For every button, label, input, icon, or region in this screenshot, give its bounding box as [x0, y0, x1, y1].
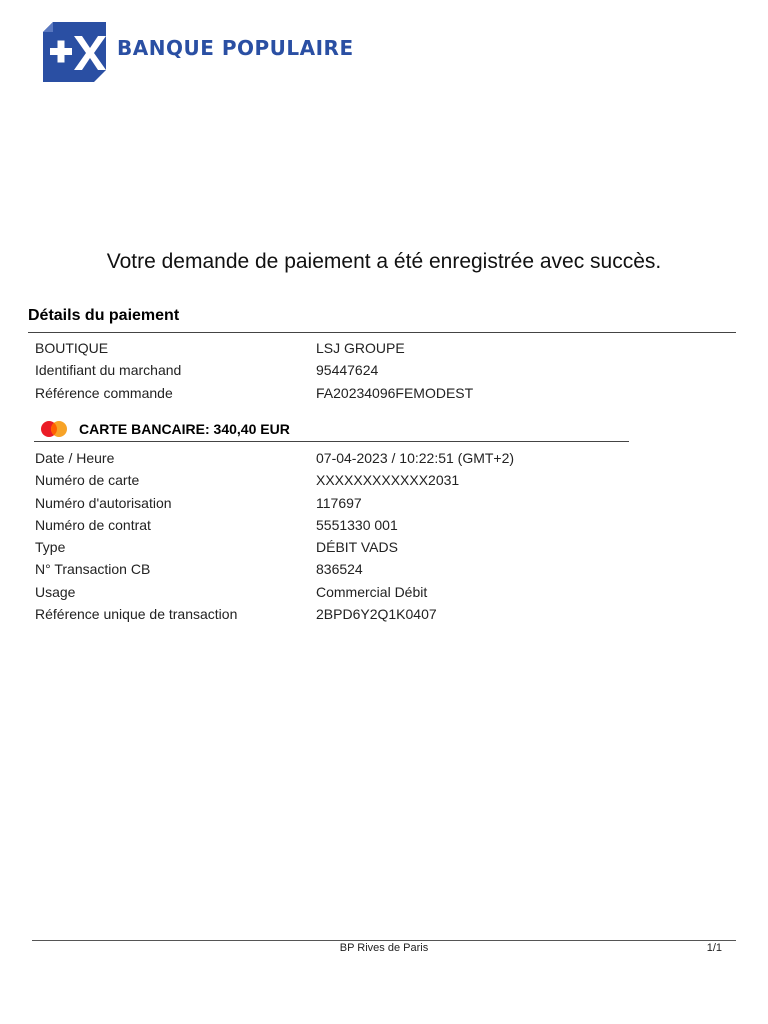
section-title: Détails du paiement	[28, 307, 180, 324]
detail-value: 836524	[316, 561, 363, 578]
detail-row	[35, 492, 675, 514]
detail-label: Identifiant du marchand	[35, 362, 182, 379]
transaction-details	[35, 447, 675, 625]
mastercard-icon	[40, 420, 68, 438]
detail-row	[35, 359, 675, 381]
card-summary	[40, 420, 290, 438]
detail-label: Référence unique de transaction	[35, 606, 238, 623]
detail-row	[35, 469, 675, 491]
detail-row	[35, 382, 675, 404]
detail-value: 95447624	[316, 362, 379, 379]
detail-value: Commercial Débit	[316, 583, 428, 600]
banque-populaire-logo-icon	[43, 22, 106, 82]
detail-label: Numéro de contrat	[35, 516, 151, 533]
detail-label: Type	[35, 539, 66, 556]
detail-label: Date / Heure	[35, 450, 115, 466]
detail-value: DÉBIT VADS	[316, 539, 398, 556]
detail-value: LSJ GROUPE	[316, 340, 405, 356]
detail-value: FA20234096FEMODEST	[316, 384, 474, 401]
detail-value: 117697	[316, 494, 362, 511]
detail-row	[35, 337, 675, 359]
card-amount-title: CARTE BANCAIRE: 340,40 EUR	[79, 421, 290, 437]
footer-divider	[32, 940, 736, 941]
detail-value: 5551330 001	[316, 516, 398, 533]
detail-row	[35, 581, 675, 603]
detail-label: Usage	[35, 583, 76, 600]
detail-label: Référence commande	[35, 384, 173, 401]
bank-logo	[43, 22, 354, 82]
confirmation-headline: Votre demande de paiement a été enregistrée avec succès.	[106, 250, 662, 273]
footer-bank-branch: BP Rives de Paris	[339, 942, 429, 954]
detail-value: 07-04-2023 / 10:22:51 (GMT+2)	[316, 450, 515, 466]
detail-label: Numéro de carte	[35, 472, 140, 489]
detail-value: XXXXXXXXXXXX2031	[316, 472, 460, 489]
detail-row	[35, 447, 675, 469]
detail-label: Numéro d'autorisation	[35, 494, 172, 511]
detail-row	[35, 514, 675, 536]
logo-text: BANQUE POPULAIRE	[117, 36, 354, 60]
detail-label: N° Transaction CB	[35, 561, 151, 578]
detail-row	[35, 603, 675, 625]
detail-row	[35, 536, 675, 558]
detail-value: 2BPD6Y2Q1K0407	[316, 606, 437, 623]
card-divider	[34, 441, 629, 442]
detail-row	[35, 558, 675, 580]
merchant-details	[35, 337, 675, 404]
detail-label: BOUTIQUE	[35, 340, 109, 356]
section-divider	[28, 332, 736, 333]
footer-page-number: 1/1	[706, 942, 722, 954]
